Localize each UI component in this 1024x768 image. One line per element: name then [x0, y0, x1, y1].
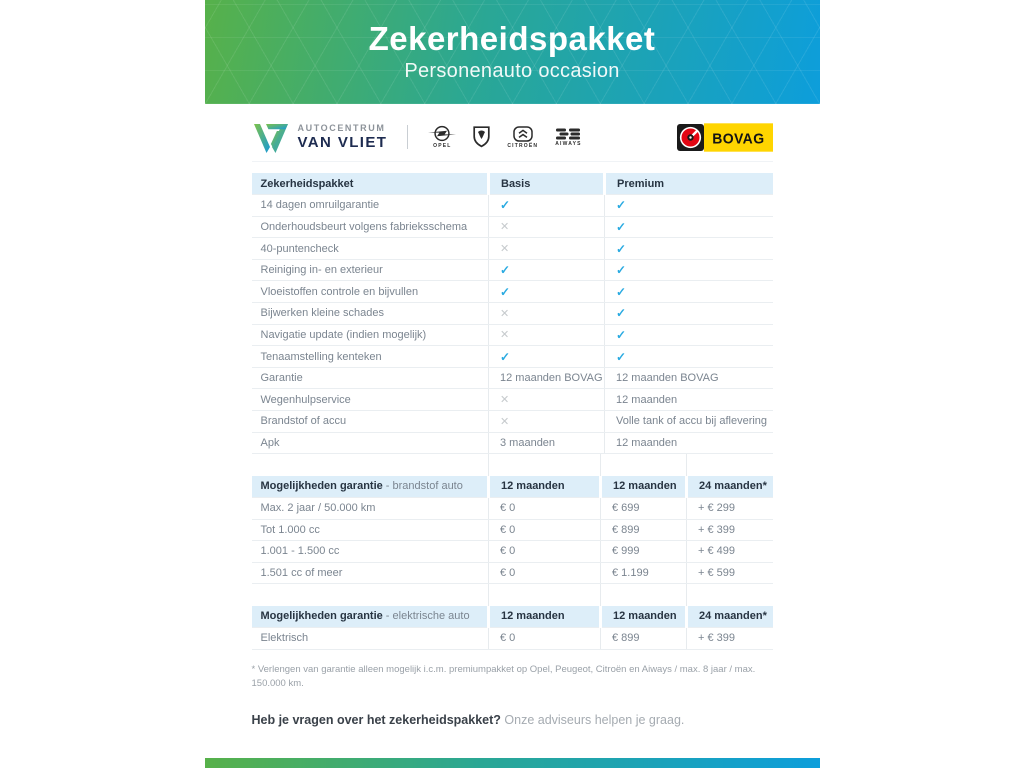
- cross-icon: ✕: [500, 415, 510, 428]
- feature-label-cell: 1.001 - 1.500 cc: [252, 541, 489, 563]
- table-row: [252, 519, 773, 541]
- value-cell: [489, 411, 605, 433]
- check-icon: ✓: [616, 263, 627, 278]
- opel-logo: [428, 125, 456, 149]
- value-cell: [489, 389, 605, 411]
- van-vliet-logo: [252, 120, 388, 154]
- table-row: [252, 367, 773, 389]
- value-cell: [605, 195, 773, 217]
- check-icon: ✓: [500, 263, 511, 278]
- feature-label-cell: Reiniging in- en exterieur: [252, 259, 489, 281]
- table-row: [252, 238, 773, 260]
- footnote: * Verlengen van garantie alleen mogelijk i.c.m. premiumpakket op Opel, Peugeot, Citroën en Aiways / max. 8 jaar / max. 150.000 km.: [251, 663, 756, 689]
- header-cell: 12 maanden: [601, 476, 687, 498]
- feature-label-cell: Navigatie update (indien mogelijk): [252, 324, 489, 346]
- table-row: [252, 216, 773, 238]
- value-cell: € 899: [601, 519, 687, 541]
- header-cell: Zekerheidspakket: [252, 173, 489, 195]
- cross-icon: ✕: [500, 307, 510, 320]
- citroen-label: CITROËN: [507, 142, 539, 149]
- table-row: [252, 303, 773, 325]
- peugeot-logo: [473, 126, 490, 149]
- zekerheidspakket-table: [252, 173, 773, 454]
- cross-icon: ✕: [500, 221, 510, 234]
- header-cell: 24 maanden*: [687, 606, 773, 628]
- check-icon: ✓: [616, 198, 627, 213]
- value-cell: + € 299: [687, 497, 773, 519]
- bovag-logo: [677, 124, 772, 151]
- feature-label-cell: 14 dagen omruilgarantie: [252, 195, 489, 217]
- spacer-cell: [489, 454, 601, 476]
- value-cell: [605, 303, 773, 325]
- van-vliet-v7-icon: [252, 120, 290, 154]
- value-cell: [605, 324, 773, 346]
- value-cell: 3 maanden: [489, 432, 605, 454]
- value-cell: [489, 281, 605, 303]
- feature-label-cell: Brandstof of accu: [252, 411, 489, 433]
- logo-row: [252, 117, 773, 157]
- header-cell: Basis: [489, 173, 605, 195]
- check-icon: ✓: [616, 306, 627, 321]
- value-cell: € 0: [489, 497, 601, 519]
- value-cell: [489, 346, 605, 368]
- garantie-brandstof-table: [252, 454, 773, 584]
- question-bold-part: Heb je vragen over het zekerheidspakket?: [251, 713, 501, 728]
- value-cell: [605, 238, 773, 260]
- value-cell: + € 599: [687, 562, 773, 584]
- spacer-row: [252, 454, 773, 476]
- value-cell: [489, 216, 605, 238]
- table-row: [252, 195, 773, 217]
- closing-question: [252, 713, 773, 727]
- value-cell: [605, 216, 773, 238]
- table-header-row: [252, 606, 773, 628]
- aiways-logo: [555, 128, 581, 147]
- spacer-cell: [687, 454, 773, 476]
- check-icon: ✓: [616, 327, 627, 342]
- divider: [252, 161, 773, 162]
- table-row: [252, 346, 773, 368]
- table-row: [252, 389, 773, 411]
- opel-label: OPEL: [433, 143, 452, 149]
- spacer-cell: [601, 584, 687, 606]
- feature-label-cell: Wegenhulpservice: [252, 389, 489, 411]
- value-cell: € 699: [601, 497, 687, 519]
- cross-icon: ✕: [500, 394, 510, 407]
- value-cell: € 1.199: [601, 562, 687, 584]
- table-header-row: [252, 476, 773, 498]
- table-header-row: [252, 173, 773, 195]
- question-regular-part: Onze adviseurs helpen je graag.: [500, 713, 685, 728]
- value-cell: € 0: [489, 519, 601, 541]
- brand-logos: [428, 125, 581, 149]
- feature-label-cell: Max. 2 jaar / 50.000 km: [252, 497, 489, 519]
- spacer-cell: [252, 454, 489, 476]
- garantie-elektrisch-table: [252, 584, 773, 649]
- bovag-label: BOVAG: [704, 123, 772, 151]
- value-cell: Volle tank of accu bij aflevering: [605, 411, 773, 433]
- citroen-logo: [507, 126, 538, 149]
- feature-label-cell: Elektrisch: [252, 627, 489, 649]
- header-cell: Mogelijkheden garantie - elektrische auto: [252, 606, 489, 628]
- header-cell: Mogelijkheden garantie - brandstof auto: [252, 476, 489, 498]
- value-cell: [605, 281, 773, 303]
- value-cell: [489, 259, 605, 281]
- feature-label-cell: Bijwerken kleine schades: [252, 303, 489, 325]
- table-row: [252, 281, 773, 303]
- value-cell: 12 maanden BOVAG: [605, 367, 773, 389]
- dealer-name: [298, 123, 388, 151]
- table-row: [252, 541, 773, 563]
- spacer-cell: [489, 584, 601, 606]
- dealer-name-bottom: VAN VLIET: [297, 134, 388, 151]
- page-title: Zekerheidspakket: [368, 20, 656, 57]
- feature-label-cell: Apk: [252, 432, 489, 454]
- feature-label-cell: 40-puntencheck: [252, 238, 489, 260]
- table-row: [252, 411, 773, 433]
- value-cell: 12 maanden: [605, 432, 773, 454]
- check-icon: ✓: [616, 241, 627, 256]
- value-cell: + € 499: [687, 541, 773, 563]
- check-icon: ✓: [616, 219, 627, 234]
- check-icon: ✓: [500, 349, 511, 364]
- feature-label-cell: Vloeistoffen controle en bijvullen: [252, 281, 489, 303]
- flyer-page: [205, 0, 820, 768]
- table-row: [252, 497, 773, 519]
- spacer-cell: [252, 584, 489, 606]
- header-cell: Premium: [605, 173, 773, 195]
- footer-gradient-bar: [205, 758, 820, 768]
- spacer-cell: [601, 454, 687, 476]
- divider: [407, 125, 408, 149]
- hero-banner: [205, 0, 820, 104]
- value-cell: + € 399: [687, 519, 773, 541]
- feature-label-cell: Onderhoudsbeurt volgens fabrieksschema: [252, 216, 489, 238]
- table-row: [252, 627, 773, 649]
- header-cell: 24 maanden*: [687, 476, 773, 498]
- value-cell: [489, 324, 605, 346]
- cross-icon: ✕: [500, 329, 510, 342]
- check-icon: ✓: [616, 349, 627, 364]
- cross-icon: ✕: [500, 243, 510, 256]
- check-icon: ✓: [500, 198, 511, 213]
- table-row: [252, 259, 773, 281]
- spacer-row: [252, 584, 773, 606]
- value-cell: [605, 259, 773, 281]
- header-cell: 12 maanden: [489, 476, 601, 498]
- value-cell: [489, 195, 605, 217]
- aiways-label: AIWAYS: [555, 140, 582, 147]
- value-cell: 12 maanden: [605, 389, 773, 411]
- value-cell: 12 maanden BOVAG: [489, 367, 605, 389]
- value-cell: € 899: [601, 627, 687, 649]
- opel-blitz-icon: [428, 125, 456, 142]
- header-cell: 12 maanden: [601, 606, 687, 628]
- dealer-name-top: AUTOCENTRUM: [297, 123, 386, 133]
- feature-label-cell: 1.501 cc of meer: [252, 562, 489, 584]
- page-subtitle: Personenauto occasion: [404, 60, 620, 82]
- spacer-cell: [687, 584, 773, 606]
- check-icon: ✓: [616, 284, 627, 299]
- value-cell: € 0: [489, 541, 601, 563]
- feature-label-cell: Tot 1.000 cc: [252, 519, 489, 541]
- table-row: [252, 432, 773, 454]
- value-cell: [489, 238, 605, 260]
- bovag-wheel-icon: [677, 124, 704, 151]
- value-cell: [605, 346, 773, 368]
- table-row: [252, 324, 773, 346]
- check-icon: ✓: [500, 284, 511, 299]
- header-cell: 12 maanden: [489, 606, 601, 628]
- value-cell: € 999: [601, 541, 687, 563]
- value-cell: [489, 303, 605, 325]
- feature-label-cell: Tenaamstelling kenteken: [252, 346, 489, 368]
- tables-section: [252, 173, 773, 650]
- feature-label-cell: Garantie: [252, 367, 489, 389]
- peugeot-shield-icon: [473, 126, 490, 148]
- value-cell: € 0: [489, 562, 601, 584]
- aiways-mark-icon: [556, 128, 580, 140]
- value-cell: € 0: [489, 627, 601, 649]
- citroen-chevrons-icon: [513, 126, 533, 142]
- table-row: [252, 562, 773, 584]
- value-cell: + € 399: [687, 627, 773, 649]
